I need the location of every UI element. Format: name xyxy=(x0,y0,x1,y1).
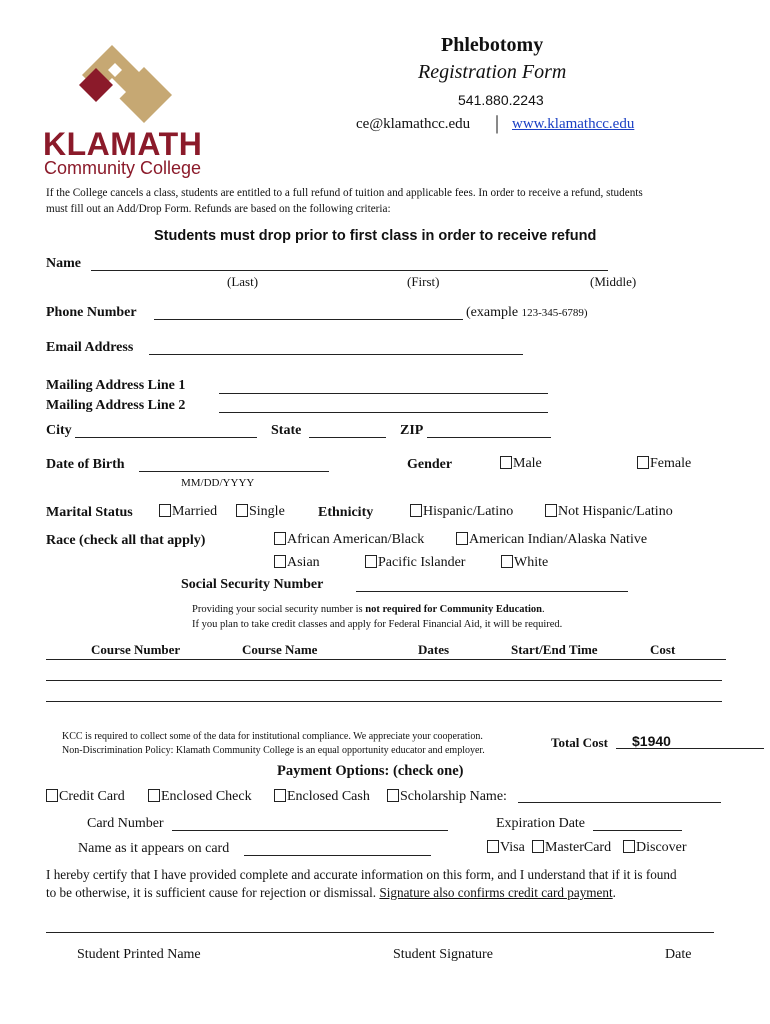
marital-married-checkbox[interactable] xyxy=(159,504,171,517)
ssn-note-1 xyxy=(192,604,545,615)
non-discrimination-policy: Non-Discrimination Policy: Klamath Community College is an equal opportunity educator and employer. xyxy=(62,745,485,756)
compliance-note: KCC is required to collect some of the data for institutional compliance. We appreciate your cooperation. xyxy=(62,731,483,742)
scholarship-name-field[interactable] xyxy=(518,802,721,803)
phone-example-prefix: (example xyxy=(466,305,522,320)
address-line-1-label: Mailing Address Line 1 xyxy=(46,378,186,393)
state-field[interactable] xyxy=(309,437,386,438)
klamath-diamond-logo-mark xyxy=(40,40,220,132)
ethnicity-label: Ethnicity xyxy=(318,505,374,520)
payment-check-label: Enclosed Check xyxy=(161,789,252,804)
race-pacific-islander-checkbox[interactable] xyxy=(365,555,377,568)
total-cost-label: Total Cost xyxy=(551,735,608,750)
card-visa-option[interactable] xyxy=(487,840,525,856)
gender-female-label: Female xyxy=(650,456,692,471)
payment-scholarship-checkbox[interactable] xyxy=(387,789,399,802)
name-middle-caption: (Middle) xyxy=(590,274,637,289)
name-on-card-field[interactable] xyxy=(244,855,431,856)
signature-confirms-payment: Signature also confirms credit card payment xyxy=(379,885,613,900)
ethnicity-hispanic-option[interactable] xyxy=(410,504,513,520)
payment-scholarship-option[interactable] xyxy=(387,789,507,805)
refund-policy-line-1: If the College cancels a class, students are entitled to a full refund of tuition and applicable fees. In order to receive a refund, students xyxy=(46,187,643,199)
name-last-caption: (Last) xyxy=(227,274,259,289)
student-printed-name-caption: Student Printed Name xyxy=(77,947,201,962)
payment-options-title: Payment Options: (check one) xyxy=(277,763,464,779)
race-asian-label: Asian xyxy=(287,555,320,570)
card-number-label: Card Number xyxy=(87,816,164,831)
zip-label: ZIP xyxy=(400,423,424,438)
gender-male-option[interactable] xyxy=(500,456,542,472)
certification-line-2-text: to be otherwise, it is sufficient cause for rejection or dismissal. xyxy=(46,885,380,900)
race-white-option[interactable] xyxy=(501,555,548,571)
college-logo xyxy=(40,40,220,180)
card-visa-label: Visa xyxy=(500,840,525,855)
name-on-card-label: Name as it appears on card xyxy=(78,841,230,856)
refund-policy-line-2: must fill out an Add/Drop Form. Refunds are based on the following criteria: xyxy=(46,203,391,215)
race-african-american-checkbox[interactable] xyxy=(274,532,286,545)
ssn-note-1-text: Providing your social security number is xyxy=(192,604,366,615)
race-american-indian-checkbox[interactable] xyxy=(456,532,468,545)
cost-header: Cost xyxy=(650,642,676,657)
payment-check-option[interactable] xyxy=(148,789,252,805)
course-row-1-field[interactable] xyxy=(46,680,722,681)
course-number-header: Course Number xyxy=(91,642,181,657)
address-line-2-field[interactable] xyxy=(219,412,548,413)
gender-female-option[interactable] xyxy=(637,456,691,472)
marital-married-option[interactable] xyxy=(159,504,217,520)
race-american-indian-label: American Indian/Alaska Native xyxy=(469,532,648,547)
dob-format: MM/DD/YYYY xyxy=(181,477,255,489)
marital-status-label: Marital Status xyxy=(46,505,133,520)
start-end-time-header: Start/End Time xyxy=(511,642,598,657)
course-header-underline xyxy=(46,659,726,660)
ssn-note-1-bold: not required for Community Education xyxy=(365,604,543,615)
ssn-note-1-end: . xyxy=(542,604,545,615)
certification-line-2-end: . xyxy=(612,885,616,900)
email-field[interactable] xyxy=(149,354,523,355)
race-white-checkbox[interactable] xyxy=(501,555,513,568)
race-white-label: White xyxy=(514,555,549,570)
payment-cash-option[interactable] xyxy=(274,789,370,805)
payment-credit-card-option[interactable] xyxy=(46,789,125,805)
race-african-american-option[interactable] xyxy=(274,532,424,548)
logo-subtitle: Community College xyxy=(44,158,202,178)
dob-label: Date of Birth xyxy=(46,457,125,472)
card-visa-checkbox[interactable] xyxy=(487,840,499,853)
gender-label: Gender xyxy=(407,457,453,472)
payment-scholarship-label: Scholarship Name: xyxy=(400,789,507,804)
card-mastercard-option[interactable] xyxy=(532,840,611,856)
course-row-2-field[interactable] xyxy=(46,701,722,702)
race-asian-option[interactable] xyxy=(274,555,320,571)
name-label: Name xyxy=(46,256,81,271)
payment-credit-card-label: Credit Card xyxy=(59,789,125,804)
expiration-date-label: Expiration Date xyxy=(496,816,586,831)
city-label: City xyxy=(46,423,72,438)
marital-single-checkbox[interactable] xyxy=(236,504,248,517)
card-discover-option[interactable] xyxy=(623,840,687,856)
header-phone: 541.880.2243 xyxy=(458,92,544,108)
email-label: Email Address xyxy=(46,340,134,355)
certification-line-2 xyxy=(46,885,616,901)
date-caption: Date xyxy=(665,947,692,962)
ssn-field[interactable] xyxy=(356,591,628,592)
logo-wordmark: KLAMATH xyxy=(43,126,203,162)
phone-field[interactable] xyxy=(154,319,463,320)
ethnicity-hispanic-label: Hispanic/Latino xyxy=(423,504,514,519)
marital-married-label: Married xyxy=(172,504,218,519)
state-label: State xyxy=(271,423,302,438)
card-discover-checkbox[interactable] xyxy=(623,840,635,853)
payment-cash-checkbox[interactable] xyxy=(274,789,286,802)
certification-line-1: I hereby certify that I have provided complete and accurate information on this form, and I understand that if it is found xyxy=(46,867,677,882)
signature-line[interactable] xyxy=(46,932,714,933)
phone-label: Phone Number xyxy=(46,305,137,320)
zip-field[interactable] xyxy=(427,437,551,438)
gender-male-label: Male xyxy=(513,456,542,471)
website-link[interactable]: www.klamathcc.edu xyxy=(512,116,635,132)
name-first-caption: (First) xyxy=(407,274,440,289)
phone-example-value: 123-345-6789) xyxy=(521,307,588,319)
form-title: Phlebotomy xyxy=(441,34,544,56)
ssn-note-2: If you plan to take credit classes and apply for Federal Financial Aid, it will be required. xyxy=(192,619,563,630)
phone-example xyxy=(466,305,588,321)
card-number-field[interactable] xyxy=(172,830,448,831)
card-discover-label: Discover xyxy=(636,840,687,855)
card-mastercard-checkbox[interactable] xyxy=(532,840,544,853)
refund-notice: Students must drop prior to first class in order to receive refund xyxy=(154,228,597,244)
marital-single-label: Single xyxy=(249,504,285,519)
student-signature-caption: Student Signature xyxy=(393,947,493,962)
gender-female-checkbox[interactable] xyxy=(637,456,649,469)
name-field[interactable] xyxy=(91,270,608,271)
race-african-american-label: African American/Black xyxy=(287,532,425,547)
race-american-indian-option[interactable] xyxy=(456,532,647,548)
dob-field[interactable] xyxy=(139,471,329,472)
dates-header: Dates xyxy=(418,642,450,657)
race-asian-checkbox[interactable] xyxy=(274,555,286,568)
ethnicity-hispanic-checkbox[interactable] xyxy=(410,504,422,517)
race-pacific-islander-option[interactable] xyxy=(365,555,465,571)
gender-male-checkbox[interactable] xyxy=(500,456,512,469)
race-label: Race (check all that apply) xyxy=(46,533,206,548)
ethnicity-not-hispanic-label: Not Hispanic/Latino xyxy=(558,504,673,519)
total-cost-value: $1940 xyxy=(632,733,671,749)
city-field[interactable] xyxy=(75,437,257,438)
payment-credit-card-checkbox[interactable] xyxy=(46,789,58,802)
card-mastercard-label: MasterCard xyxy=(545,840,612,855)
form-subtitle: Registration Form xyxy=(418,61,567,83)
marital-single-option[interactable] xyxy=(236,504,285,520)
expiration-date-field[interactable] xyxy=(593,830,682,831)
header-separator: | xyxy=(495,112,500,134)
header-email: ce@klamathcc.edu xyxy=(356,116,471,132)
race-pacific-islander-label: Pacific Islander xyxy=(378,555,466,570)
ssn-label: Social Security Number xyxy=(181,577,324,592)
ethnicity-not-hispanic-checkbox[interactable] xyxy=(545,504,557,517)
ethnicity-not-hispanic-option[interactable] xyxy=(545,504,673,520)
payment-cash-label: Enclosed Cash xyxy=(287,789,370,804)
payment-check-checkbox[interactable] xyxy=(148,789,160,802)
address-line-2-label: Mailing Address Line 2 xyxy=(46,398,186,413)
address-line-1-field[interactable] xyxy=(219,393,548,394)
course-name-header: Course Name xyxy=(242,642,318,657)
